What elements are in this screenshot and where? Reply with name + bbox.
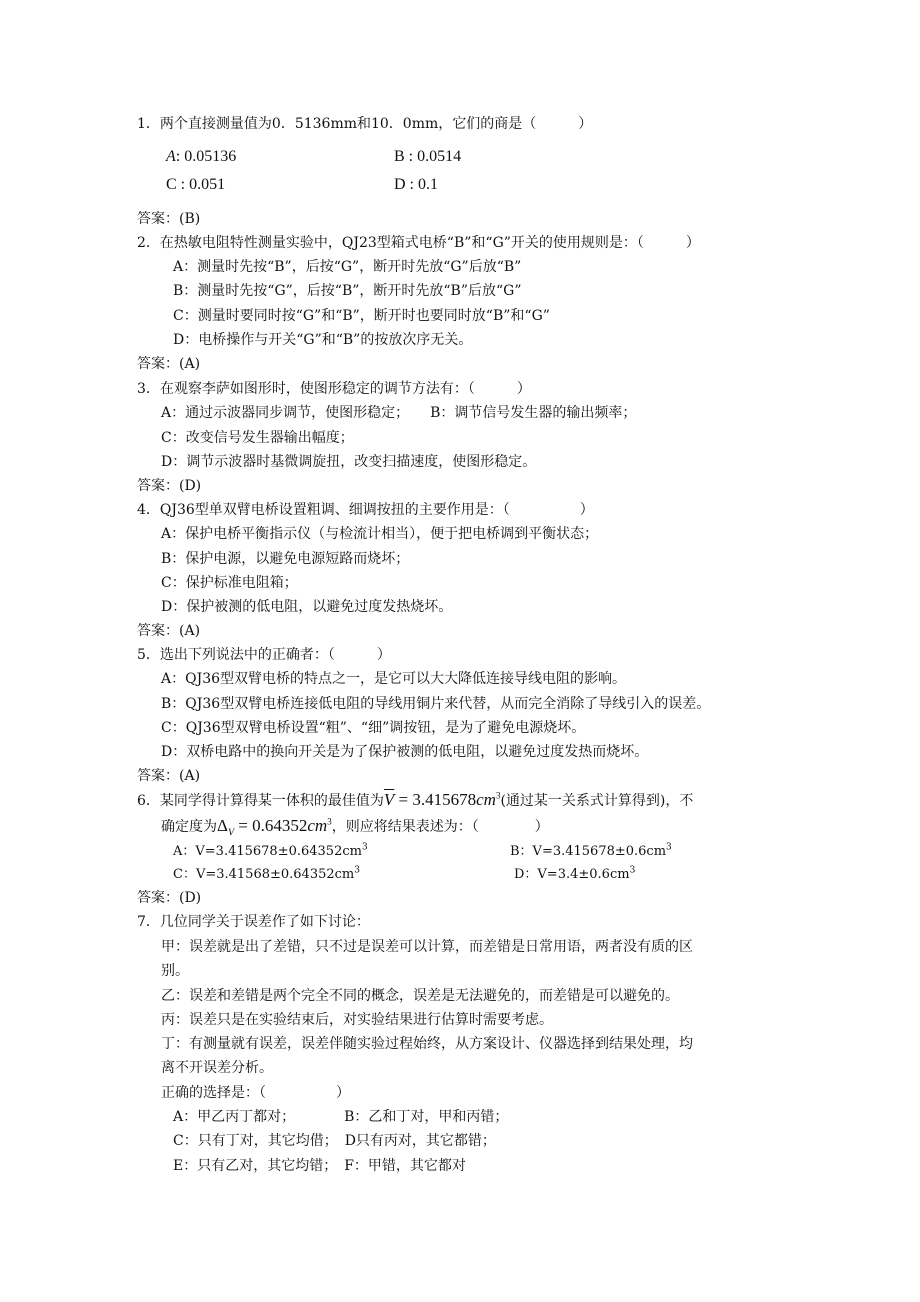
q6-delta-sub: V (227, 827, 235, 839)
q7-prompt: 正确的选择是：（ ） (161, 1085, 350, 1101)
q6-option-d-text: D：V=3.4±0.6cm (514, 867, 630, 882)
q7-bing: 丙：误差只是在实验结束后，对实验结果进行估算时需要考虑。 (161, 1012, 553, 1028)
q6-option-a (173, 842, 368, 862)
q6-option-d (514, 865, 635, 885)
q5-option-a: A：QJ36型双臂电桥的特点之一，是它可以大大降低连接导线电阻的影响。 (161, 671, 627, 687)
q6-option-c (173, 865, 360, 885)
q4-option-a: A：保护电桥平衡指示仪（与检流计相当），便于把电桥调到平衡状态； (161, 526, 599, 542)
q2-option-a: A：测量时先按“B”，后按“G”，断开时先放“G”后放“B” (173, 259, 522, 275)
q6-best-value-var: $\overline{V}$ (383, 790, 395, 809)
q6-option-b-exp: 3 (666, 842, 672, 853)
q6-option-c-exp: 3 (354, 865, 360, 876)
q6-line2-suffix: ，则应将结果表述为：（ ） (331, 819, 549, 835)
q7-option-ab: A：甲乙丙丁都对； B：乙和丁对，甲和丙错； (173, 1109, 509, 1125)
q6-best-value-eq: = 3.415678 (394, 790, 477, 809)
q4-option-d: D：保护被测的低电阻，以避免过度发热烧坏。 (161, 599, 453, 615)
q7-option-ef: E：只有乙对，其它均错； F：甲错，其它都对 (173, 1158, 466, 1174)
q1-option-d: D : 0.1 (394, 176, 438, 193)
q1-option-b: B : 0.0514 (394, 148, 462, 165)
q6-option-a-text: A：V=3.415678±0.64352cm (173, 844, 362, 859)
q4-option-b: B：保护电源，以避免电源短路而烧坏； (161, 551, 410, 567)
q2-answer: 答案：(A) (137, 356, 201, 372)
q6-stem-line2 (161, 816, 549, 843)
q6-option-c-text: C：V=3.41568±0.64352cm (173, 867, 355, 882)
q7-option-cd: C：只有丁对，其它均借； D只有丙对，其它都错； (173, 1133, 496, 1149)
q1-stem: 1．两个直接测量值为0．5136mm和10．0mm，它们的商是（ ） (137, 116, 593, 132)
q4-stem: 4．QJ36型单双臂电桥设置粗调、细调按扭的主要作用是：（ ） (137, 502, 594, 518)
q1-option-c: C : 0.051 (166, 176, 226, 193)
q2-option-b: B：测量时先按“G”，后按“B”，断开时先放“B”后放“G” (173, 283, 522, 299)
q1-option-a-value: : 0.05136 (175, 148, 237, 165)
q2-stem: 2．在热敏电阻特性测量实验中，QJ23型箱式电桥“B”和“G”开关的使用规则是：（ ） (137, 235, 700, 251)
q6-option-b (510, 842, 672, 862)
q5-option-b: B：QJ36型双臂电桥连接低电阻的导线用铜片来代替，从而完全消除了导线引入的误差。 (161, 696, 711, 712)
q6-delta-symbol: Δ (217, 816, 228, 835)
q5-stem: 5．选出下列说法中的正确者：（ ） (137, 647, 391, 663)
q3-option-d: D：调节示波器时基微调旋扭，改变扫描速度，使图形稳定。 (161, 454, 537, 470)
q5-option-c: C：QJ36型双臂电桥设置“粗”、“细”调按钮，是为了避免电源烧坏。 (161, 720, 586, 736)
q7-ding-line1: 丁：有测量就有误差，误差伴随实验过程始终，从方案设计、仪器选择到结果处理，均 (161, 1036, 693, 1052)
q6-answer: 答案：(D) (137, 890, 202, 906)
q6-delta-eq: = 0.64352 (234, 816, 308, 835)
q4-answer: 答案：(A) (137, 623, 201, 639)
q6-delta-unit: cm (307, 816, 328, 835)
q6-option-d-exp: 3 (629, 865, 636, 876)
q6-option-a-exp: 3 (361, 842, 368, 853)
q7-stem: 7．几位同学关于误差作了如下讨论： (137, 914, 370, 930)
q7-ding-line2: 离不开误差分析。 (161, 1060, 273, 1076)
q3-option-c: C：改变信号发生器输出幅度； (161, 430, 354, 446)
q6-line2-prefix: 确定度为 (161, 819, 217, 835)
q1-option-a-letter: A (166, 148, 176, 165)
q6-uncertainty (217, 816, 332, 839)
q6-option-b-text: B：V=3.415678±0.6cm (510, 844, 667, 859)
q1-answer: 答案：(B) (137, 211, 201, 227)
q6-stem-prefix: 6．某同学得计算得某一体积的最佳值为 (137, 793, 384, 809)
q6-stem (137, 790, 693, 811)
q6-stem-suffix: (通过某一关系式计算得到)，不 (500, 793, 694, 809)
q1-option-a (166, 147, 236, 167)
q7-jia-line1: 甲：误差就是出了差错，只不过是误差可以计算，而差错是日常用语，两者没有质的区 (161, 939, 693, 955)
q4-option-c: C：保护标准电阻箱； (161, 575, 298, 591)
q6-delta-exp: 3 (327, 816, 332, 827)
q5-answer: 答案：(A) (137, 768, 201, 784)
q3-stem: 3．在观察李萨如图形时，使图形稳定的调节方法有：（ ） (137, 381, 531, 397)
q5-option-d: D：双桥电路中的换向开关是为了保护被测的低电阻，以避免过度发热而烧坏。 (161, 744, 649, 760)
q6-best-value-exp: 3 (495, 790, 501, 801)
q2-option-d: D：电桥操作与开关“G”和“B”的按放次序无关。 (173, 332, 473, 348)
q7-yi: 乙：误差和差错是两个完全不同的概念，误差是无法避免的，而差错是可以避免的。 (161, 988, 679, 1004)
q3-answer: 答案：(D) (137, 478, 202, 494)
q2-option-c: C：测量时要同时按“G”和“B”，断开时也要同时放“B”和“G” (173, 308, 550, 324)
q6-best-value (384, 790, 501, 809)
q3-option-ab: A：通过示波器同步调节，使图形稳定； B：调节信号发生器的输出频率； (161, 405, 637, 421)
q7-jia-line2: 别。 (161, 963, 189, 979)
q6-best-value-unit: cm (476, 790, 496, 809)
